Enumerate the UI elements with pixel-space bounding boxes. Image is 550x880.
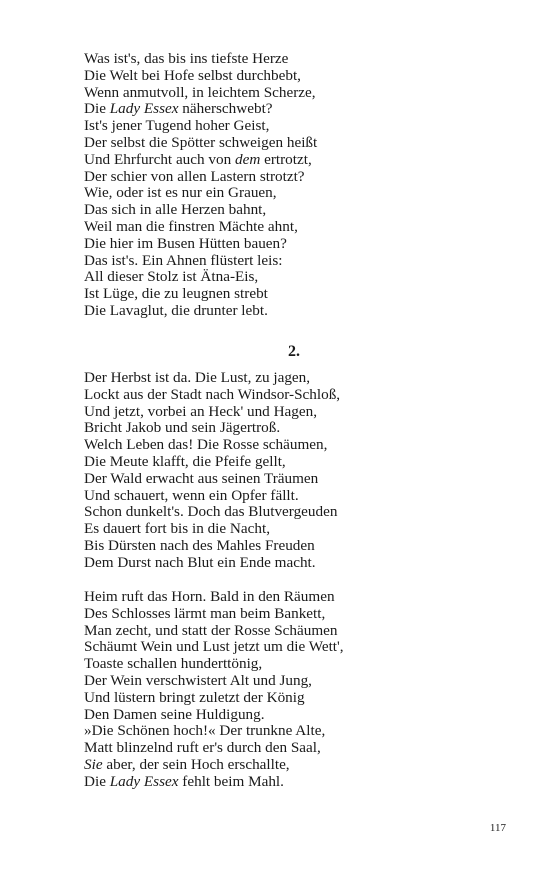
poem-line: Weil man die finstren Mächte ahnt,	[84, 217, 298, 235]
poem-line: Schäumt Wein und Lust jetzt um die Wett',	[84, 638, 344, 656]
poem-line: Und schauert, wenn ein Opfer fällt.	[84, 486, 299, 504]
poem-line: Welch Leben das! Die Rosse schäumen,	[84, 436, 328, 454]
poem-line: Wie, oder ist es nur ein Grauen,	[84, 184, 277, 202]
poem-line: Was ist's, das bis ins tiefste Herze	[84, 50, 289, 67]
poem-line: Sie aber, der sein Hoch erschallte,	[84, 755, 290, 773]
poem-line: Den Damen seine Huldigung.	[84, 705, 265, 723]
poem-line: Der Herbst ist da. Die Lust, zu jagen,	[84, 369, 311, 386]
poem-line: Des Schlosses lärmt man beim Bankett,	[84, 604, 326, 622]
poem-line: Schon dunkelt's. Doch das Blutvergeuden	[84, 503, 338, 521]
poem-line: Das sich in alle Herzen bahnt,	[84, 201, 267, 219]
poem-line: Die Lavaglut, die drunter lebt.	[84, 301, 268, 319]
poem-line: Lockt aus der Stadt nach Windsor-Schloß,	[84, 385, 341, 403]
poem-line: Die Lady Essex näherschwebt?	[84, 100, 273, 118]
poem-line: Bricht Jakob und sein Jägertroß.	[84, 419, 281, 437]
poem-line: Und jetzt, vorbei an Heck' und Hagen,	[84, 402, 318, 420]
stanza-2	[84, 370, 514, 572]
stanza-1	[84, 51, 514, 320]
poem-line: Ist Lüge, die zu leugnen strebt	[84, 285, 268, 303]
poem-line: Die Lady Essex fehlt beim Mahl.	[84, 772, 284, 790]
poem-line: All dieser Stolz ist Ätna-Eis,	[84, 268, 259, 286]
poem-line: Toaste schallen hunderttönig,	[84, 655, 263, 673]
poem-line: Man zecht, und statt der Rosse Schäumen	[84, 621, 338, 639]
italic-emphasis: Lady Essex	[109, 772, 179, 790]
italic-emphasis: dem	[235, 150, 261, 168]
poem-line: Und Ehrfurcht auch von dem ertrotzt,	[84, 150, 312, 168]
poem-line: Der schier von allen Lastern strotzt?	[84, 167, 305, 185]
poem-line: Die Meute klafft, die Pfeife gellt,	[84, 452, 286, 470]
poem-line: Matt blinzelnd ruft er's durch den Saal,	[84, 739, 321, 757]
poem-line: Es dauert fort bis in die Nacht,	[84, 520, 270, 538]
italic-emphasis: Sie	[84, 755, 103, 773]
italic-emphasis: Lady Essex	[109, 100, 179, 118]
poem-line: Heim ruft das Horn. Bald in den Räumen	[84, 588, 335, 605]
page-number: 117	[489, 822, 506, 834]
poem-line: Ist's jener Tugend hoher Geist,	[84, 117, 270, 135]
poem-line: Die hier im Busen Hütten bauen?	[84, 234, 287, 252]
poem-line: Der Wein verschwistert Alt und Jung,	[84, 671, 312, 689]
poem-line: Der selbst die Spötter schweigen heißt	[84, 133, 318, 151]
stanza-3	[84, 589, 514, 791]
section-number: 2.	[288, 343, 300, 360]
poem-line: Und lüstern bringt zuletzt der König	[84, 688, 305, 706]
poem-line: Dem Durst nach Blut ein Ende macht.	[84, 553, 316, 571]
poem-line: Das ist's. Ein Ahnen flüstert leis:	[84, 251, 283, 269]
poem-line: »Die Schönen hoch!« Der trunkne Alte,	[84, 722, 326, 740]
poem-line: Wenn anmutvoll, in leichtem Scherze,	[84, 83, 316, 101]
poem-line: Die Welt bei Hofe selbst durchbebt,	[84, 66, 301, 84]
poem-line: Der Wald erwacht aus seinen Träumen	[84, 469, 319, 487]
poem-line: Bis Dürsten nach des Mahles Freuden	[84, 536, 315, 554]
